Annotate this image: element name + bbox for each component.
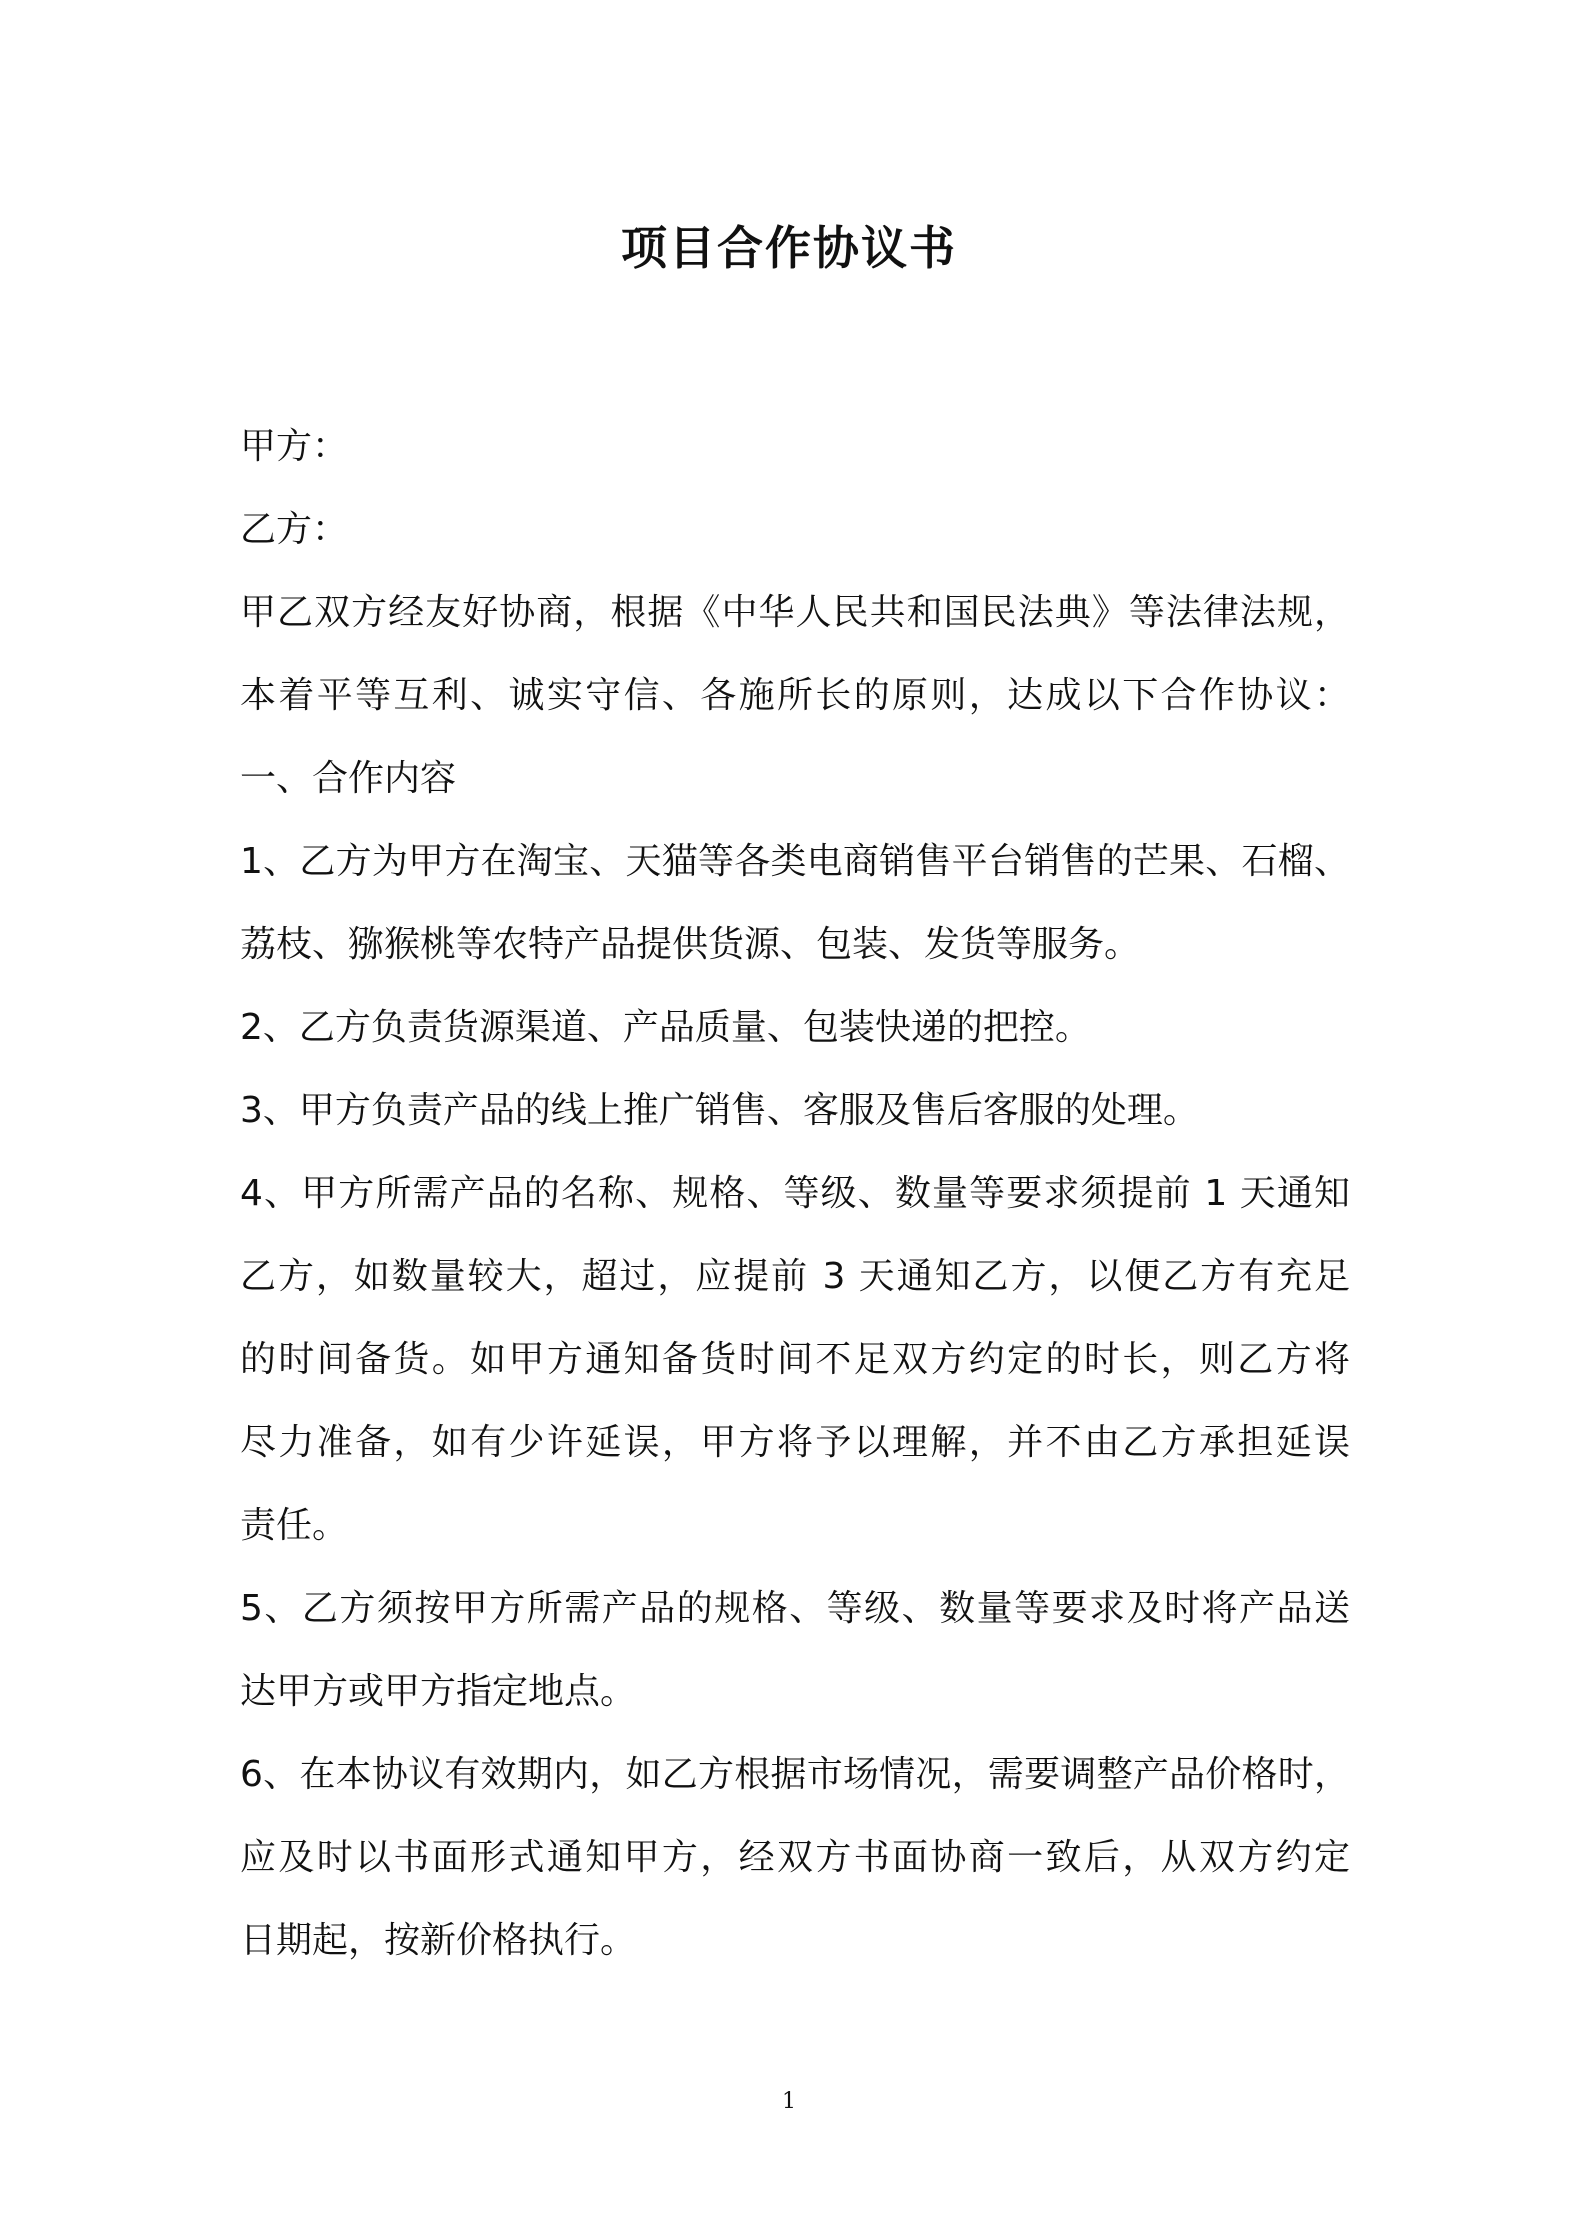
clause-line: 应及时以书面形式通知甲方，经双方书面协商一致后，从双方约定: [240, 1837, 1350, 1878]
preamble-line: 甲乙双方经友好协商，根据《中华人民共和国民法典》等法律法规，: [240, 592, 1350, 633]
clause-line: 尽力准备，如有少许延误，甲方将予以理解，并不由乙方承担延误: [240, 1422, 1350, 1463]
clause-line: 2、乙方负责货源渠道、产品质量、包装快递的把控。: [240, 1007, 1091, 1048]
clause-line: 日期起，按新价格执行。: [240, 1920, 637, 1961]
clause-line: 责任。: [240, 1505, 349, 1546]
clause-line: 达甲方或甲方指定地点。: [240, 1671, 637, 1712]
party-a-line: 甲方：: [240, 426, 349, 467]
page-number: 1: [782, 2089, 796, 2114]
clause-line: 1、乙方为甲方在淘宝、天猫等各类电商销售平台销售的芒果、石榴、: [240, 841, 1350, 882]
clause-line: 6、在本协议有效期内，如乙方根据市场情况，需要调整产品价格时，: [240, 1754, 1350, 1795]
clause-line: 荔枝、猕猴桃等农特产品提供货源、包装、发货等服务。: [240, 924, 1141, 965]
clause-line: 乙方，如数量较大，超过，应提前 3 天通知乙方，以便乙方有充足: [240, 1256, 1350, 1297]
clause-line: 4、甲方所需产品的名称、规格、等级、数量等要求须提前 1 天通知: [240, 1173, 1350, 1214]
party-b-line: 乙方：: [240, 509, 349, 550]
clause-line: 5、乙方须按甲方所需产品的规格、等级、数量等要求及时将产品送: [240, 1588, 1350, 1629]
section-heading: 一、合作内容: [240, 758, 457, 799]
document-title: 项目合作协议书: [621, 221, 957, 275]
preamble-line: 本着平等互利、诚实守信、各施所长的原则，达成以下合作协议：: [240, 675, 1350, 716]
clause-line: 3、甲方负责产品的线上推广销售、客服及售后客服的处理。: [240, 1090, 1199, 1131]
document-body: [240, 405, 1350, 1982]
clause-line: 的时间备货。如甲方通知备货时间不足双方约定的时长，则乙方将: [240, 1339, 1350, 1380]
